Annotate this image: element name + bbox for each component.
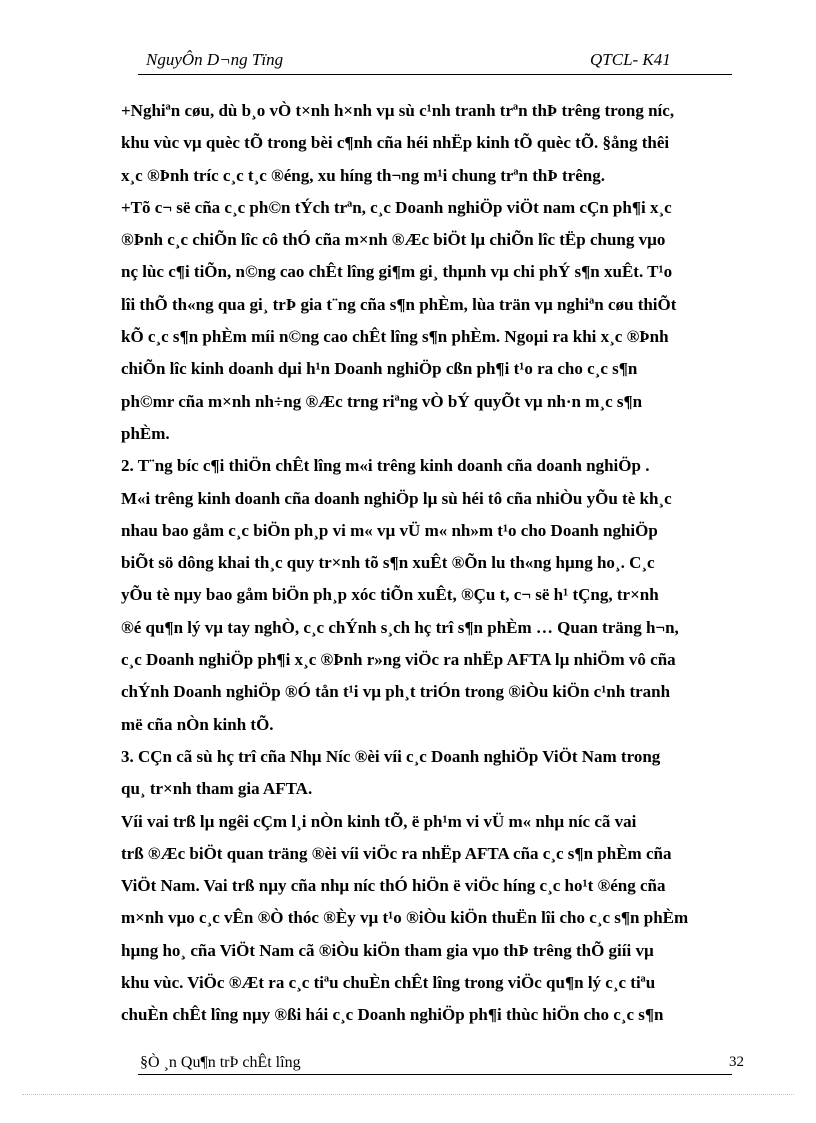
- body-line: M«i trêng kinh doanh cña doanh nghiÖp lµ sù héi tô cña nhiÒu yÕu tè kh¸c: [121, 488, 672, 508]
- body-line: yÕu tè nµy bao gåm biÖn ph¸p xóc tiÕn xuÊt, ®Çu t, c¬ së h¹ tÇng, tr×nh: [121, 585, 659, 605]
- body-line: khu vùc. ViÖc ®Æt ra c¸c tiªu chuÈn chÊt lîng trong viÖc qu¶n lý c¸c tiªu: [121, 973, 656, 993]
- body-line: ViÖt Nam. Vai trß nµy cña nhµ níc thÓ hiÖn ë viÖc híng c¸c ho¹t ®éng cña: [121, 876, 666, 896]
- body-line: lîi thÕ th«ng qua gi¸ trÞ gia t¨ng cña s¶n phÈm, lùa trän vµ nghiªn cøu thiÕt: [121, 294, 677, 314]
- body-line: phÈm.: [121, 423, 170, 443]
- body-line: trß ®Æc biÖt quan träng ®èi víi viÖc ra nhËp AFTA cña c¸c s¶n phÈm cña: [121, 843, 672, 863]
- footer-title: §Ò ¸n Qu¶n trÞ chÊt lîng: [140, 1054, 301, 1071]
- page-footer: [138, 1052, 744, 1075]
- body-line: 3. CÇn cã sù hç trî cña Nhµ Níc ®èi víi c¸c Doanh nghiÖp ViÖt Nam trong: [121, 746, 661, 766]
- body-line: nç lùc c¶i tiÕn, n©ng cao chÊt lîng gi¶m gi¸ thµnh vµ chi phÝ s¶n xuÊt. T¹o: [121, 262, 673, 282]
- body-line: chiÕn lîc kinh doanh dµi h¹n Doanh nghiÖp cßn ph¶i t¹o ra cho c¸c s¶n: [121, 359, 638, 379]
- page-header: [138, 48, 732, 75]
- body-line: ®é qu¶n lý vµ tay nghÒ, c¸c chÝnh s¸ch hç trî s¶n phÈm … Quan träng h¬n,: [121, 617, 679, 637]
- body-line: Víi vai trß lµ ngêi cÇm l¸i nÒn kinh tÕ, ë ph¹m vi vÜ m« nhµ níc cã vai: [121, 811, 637, 831]
- body-line: më cña nÒn kinh tÕ.: [121, 714, 274, 734]
- body-line: c¸c Doanh nghiÖp ph¶i x¸c ®Þnh r»ng viÖc ra nhËp AFTA lµ nhiÖm vô cña: [121, 650, 676, 670]
- body-line: ph©mr cña m×nh nh÷ng ®Æc trng riªng vÒ bÝ quyÕt vµ nh·n m¸c s¶n: [121, 391, 643, 411]
- body-line: ®Þnh c¸c chiÕn lîc cô thÓ cña m×nh ®Æc biÖt lµ chiÕn lîc tËp chung vµo: [121, 230, 666, 250]
- page-edge-divider: [22, 1094, 794, 1095]
- body-line: m×nh vµo c¸c vÊn ®Ò thóc ®Èy vµ t¹o ®iÒu kiÖn thuËn lîi cho c¸c s¶n phÈm: [121, 908, 689, 928]
- document-body: [121, 95, 771, 1032]
- body-line: chÝnh Doanh nghiÖp ®Ó tån t¹i vµ ph¸t triÓn trong ®iÒu kiÖn c¹nh tranh: [121, 682, 671, 702]
- body-line: khu vùc vµ quèc tÕ trong bèi c¶nh cña héi nhËp kinh tÕ quèc tÕ. §ång thêi: [121, 133, 670, 153]
- body-line: hµng ho¸ cña ViÖt Nam cã ®iÒu kiÖn tham gia vµo thÞ trêng thÕ giíi vµ: [121, 940, 654, 960]
- header-author: NguyÔn D¬ng Tïng: [146, 50, 284, 69]
- body-line: 2. T¨ng bíc c¶i thiÖn chÊt lîng m«i trêng kinh doanh cña doanh nghiÖp .: [121, 456, 650, 476]
- body-line: kÕ c¸c s¶n phÈm míi n©ng cao chÊt lîng s¶n phÈm. Ngoµi ra khi x¸c ®Þnh: [121, 327, 669, 347]
- body-line: qu¸ tr×nh tham gia AFTA.: [121, 779, 313, 799]
- header-class: QTCL- K41: [590, 50, 671, 69]
- body-line: x¸c ®Þnh tríc c¸c t¸c ®éng, xu híng th¬ng m¹i chung trªn thÞ trêng.: [121, 165, 605, 185]
- body-line: +Tõ c¬ së cña c¸c ph©n tÝch trªn, c¸c Doanh nghiÖp viÖt nam cÇn ph¶i x¸c: [121, 197, 672, 217]
- body-line: chuÈn chÊt lîng nµy ®ßi hái c¸c Doanh nghiÖp ph¶i thùc hiÖn cho c¸c s¶n: [121, 1005, 664, 1025]
- body-line: biÕt sö dông khai th¸c quy tr×nh tõ s¶n xuÊt ®Õn lu th«ng hµng ho¸. C¸c: [121, 553, 655, 573]
- body-line: nhau bao gåm c¸c biÖn ph¸p vi m« vµ vÜ m« nh»m t¹o cho Doanh nghiÖp: [121, 520, 658, 540]
- body-line: +Nghiªn cøu, dù b¸o vÒ t×nh h×nh vµ sù c¹nh tranh trªn thÞ trêng trong níc,: [121, 101, 675, 120]
- page-number: 32: [729, 1054, 744, 1070]
